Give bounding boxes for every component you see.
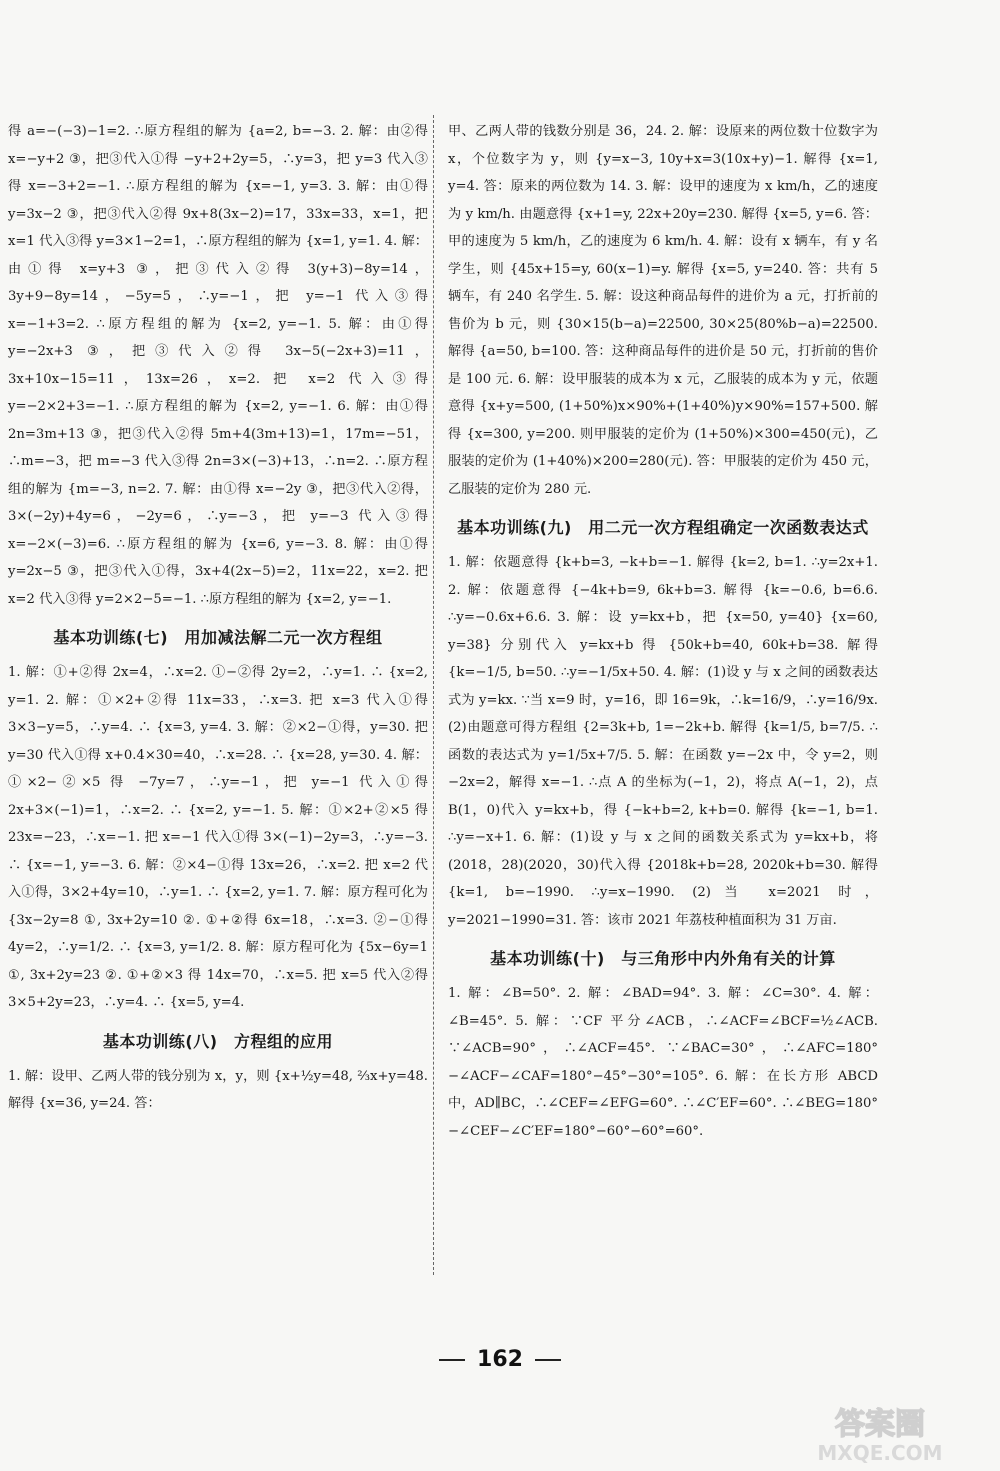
section-heading: 基本功训练(九) 用二元一次方程组确定一次函数表达式 [457, 518, 869, 537]
page-number-text: 162 [477, 1347, 523, 1372]
answer-paragraph: 1. 解：依题意得 {k+b=3, −k+b=−1. 解得 {k=2, b=1. ∴y=2x+1. 2. 解：依题意得 {−4k+b=9, 6k+b=3. 解得 {k=−0.6, b=6.6. ∴y=−0.6x+6.6. 3. 解：设 y=kx+b，把 {x=50, y=40} {x=60, y=38} 分别代入 y=kx+b 得 {50k+b=40, 60k+b=38. 解得 {k=−1/5, b=50. ∴y=−1/5x+50. 4. 解：(1)设 y 与 x 之间的函数表达式为 y=kx. ∵当 x=9 时，y=16，即 16=9k，∴k=16/9，∴y=16/9x. (2)由题意可得方程组 {2=3k+b, 1=−2k+b. 解得 {k=1/5, b=7/5. ∴函数的表达式为 y=1/5x+7/5. 5. 解：在函数 y=−2x 中，令 y=2，则 −2x=2，解得 x=−1. ∴点 A 的坐标为(−1，2)，将点 A(−1，2)，点 B(1，0)代入 y=kx+b，得 {−k+b=2, k+b=0. 解得 {k=−1, b=1. ∴y=−x+1. 6. 解：(1)设 y 与 x 之间的函数关系式为 y=kx+b，将(2018，28)(2020，30)代入得 {2018k+b=28, 2020k+b=30. 解得 {k=1, b=−1990. ∴y=x−1990. (2)当 x=2021 时，y=2021−1990=31. 答：该市 2021 年荔枝种植面积为 31 万亩. [448, 555, 878, 928]
watermark-logo [760, 1400, 995, 1466]
section-heading: 基本功训练(七) 用加减法解二元一次方程组 [53, 628, 383, 647]
answer-paragraph: 得 a=−(−3)−1=2. ∴原方程组的解为 {a=2, b=−3. 2. 解：由②得 x=−y+2 ③，把③代入①得 −y+2+2y=5，∴y=3，把 y=3 代入③得 x=−3+2=−1. ∴原方程组的解为 {x=−1, y=3. 3. 解：由①得 y=3x−2 ③，把③代入②得 9x+8(3x−2)=17，33x=33，x=1，把 x=1 代入③得 y=3×1−2=1，∴原方程组的解为 {x=1, y=1. 4. 解：由①得 x=y+3 ③，把③代入②得 3(y+3)−8y=14，3y+9−8y=14，−5y=5，∴y=−1，把 y=−1 代入③得 x=−1+3=2. ∴原方程组的解为 {x=2, y=−1. 5. 解：由①得 y=−2x+3 ③，把③代入②得 3x−5(−2x+3)=11，3x+10x−15=11，13x=26，x=2. 把 x=2 代入③得 y=−2×2+3=−1. ∴原方程组的解为 {x=2, y=−1. 6. 解：由①得 2n=3m+13 ③，把③代入②得 5m+4(3m+13)=1，17m=−51，∴m=−3，把 m=−3 代入③得 2n=3×(−3)+13，∴n=2. ∴原方程组的解为 {m=−3, n=2. 7. 解：由①得 x=−2y ③，把③代入②得，3×(−2y)+4y=6，−2y=6，∴y=−3，把 y=−3 代入③得 x=−2×(−3)=6. ∴原方程组的解为 {x=6, y=−3. 8. 解：由①得 y=2x−5 ③，把③代入①得，3x+4(2x−5)=2，11x=22，x=2. 把 x=2 代入③得 y=2×2−5=−1. ∴原方程组的解为 {x=2, y=−1. [8, 124, 428, 607]
section-heading: 基本功训练(八) 方程组的应用 [102, 1031, 334, 1051]
answer-paragraph: 甲、乙两人带的钱数分别是 36，24. 2. 解：设原来的两位数十位数字为 x，个位数字为 y，则 {y=x−3, 10y+x=3(10x+y)−1. 解得 {x=1, y=4. 答：原来的两位数为 14. 3. 解：设甲的速度为 x km/h，乙的速度为 y km/h. 由题意得 {x+1=y, 22x+20y=230. 解得 {x=5, y=6. 答：甲的速度为 5 km/h，乙的速度为 6 km/h. 4. 解：设有 x 辆车，有 y 名学生，则 {45x+15=y, 60(x−1)=y. 解得 {x=5, y=240. 答：共有 5 辆车，有 240 名学生. 5. 解：设这种商品每件的进价为 a 元，打折前的售价为 b 元，则 {30×15(b−a)=22500, 30×25(80%b−a)=22500. 解得 {a=50, b=100. 答：这种商品每件的进价是 50 元，打折前的售价是 100 元. 6. 解：设甲服装的成本为 x 元，乙服装的成本为 y 元，依题意得 {x+y=500, (1+50%)x×90%+(1+40%)y×90%=157+500. 解得 {x=300, y=200. 则甲服装的定价为 (1+50%)×300=450(元)，乙服装的定价为 (1+40%)×200=280(元). 答：甲服装的定价为 450 元，乙服装的定价为 280 元. [448, 124, 878, 497]
left-column [8, 118, 428, 1118]
page-number-dash-left [439, 1359, 465, 1361]
page-number-dash-right [535, 1359, 561, 1361]
section-heading: 基本功训练(十) 与三角形中内外角有关的计算 [490, 949, 836, 968]
page-number [0, 1347, 1000, 1372]
answer-paragraph: 1. 解：∠B=50°. 2. 解：∠BAD=94°. 3. 解：∠C=30°. 4. 解：∠B=45°. 5. 解：∵CF 平分∠ACB，∴∠ACF=∠BCF=½∠ACB. ∵∠ACB=90°，∴∠ACF=45°. ∵∠BAC=30°，∴∠AFC=180°−∠ACF−∠CAF=180°−45°−30°=105°. 6. 解：在长方形 ABCD 中，AD∥BC，∴∠CEF=∠EFG=60°. ∴∠C′EF=60°. ∴∠BEG=180°−∠CEF−∠C′EF=180°−60°−60°=60°. [448, 986, 878, 1139]
watermark-top-text: 答案圈 [835, 1407, 925, 1442]
watermark-bottom-text: MXQE.COM [817, 1441, 943, 1465]
answer-paragraph: 1. 解：①+②得 2x=4，∴x=2. ①−②得 2y=2，∴y=1. ∴ {x=2, y=1. 2. 解：①×2+②得 11x=33，∴x=3. 把 x=3 代入①得 3×3−y=5，∴y=4. ∴ {x=3, y=4. 3. 解：②×2−①得，y=30. 把 y=30 代入①得 x+0.4×30=40，∴x=28. ∴ {x=28, y=30. 4. 解：①×2−②×5 得 −7y=7，∴y=−1，把 y=−1 代入①得 2x+3×(−1)=1，∴x=2. ∴ {x=2, y=−1. 5. 解：①×2+②×5 得 23x=−23，∴x=−1. 把 x=−1 代入①得 3×(−1)−2y=3，∴y=−3. ∴ {x=−1, y=−3. 6. 解：②×4−①得 13x=26，∴x=2. 把 x=2 代入①得，3×2+4y=10，∴y=1. ∴ {x=2, y=1. 7. 解：原方程可化为 {3x−2y=8 ①, 3x+2y=10 ②. ①+②得 6x=18，∴x=3. ②−①得 4y=2，∴y=1/2. ∴ {x=3, y=1/2. 8. 解：原方程可化为 {5x−6y=1 ①, 3x+2y=23 ②. ①+②×3 得 14x=70，∴x=5. 把 x=5 代入②得 3×5+2y=23，∴y=4. ∴ {x=5, y=4. [8, 665, 428, 1010]
right-column [448, 118, 878, 1145]
column-divider [433, 115, 434, 1275]
answer-paragraph: 1. 解：设甲、乙两人带的钱分别为 x，y，则 {x+½y=48, ⅔x+y=48. 解得 {x=36, y=24. 答： [8, 1068, 428, 1111]
